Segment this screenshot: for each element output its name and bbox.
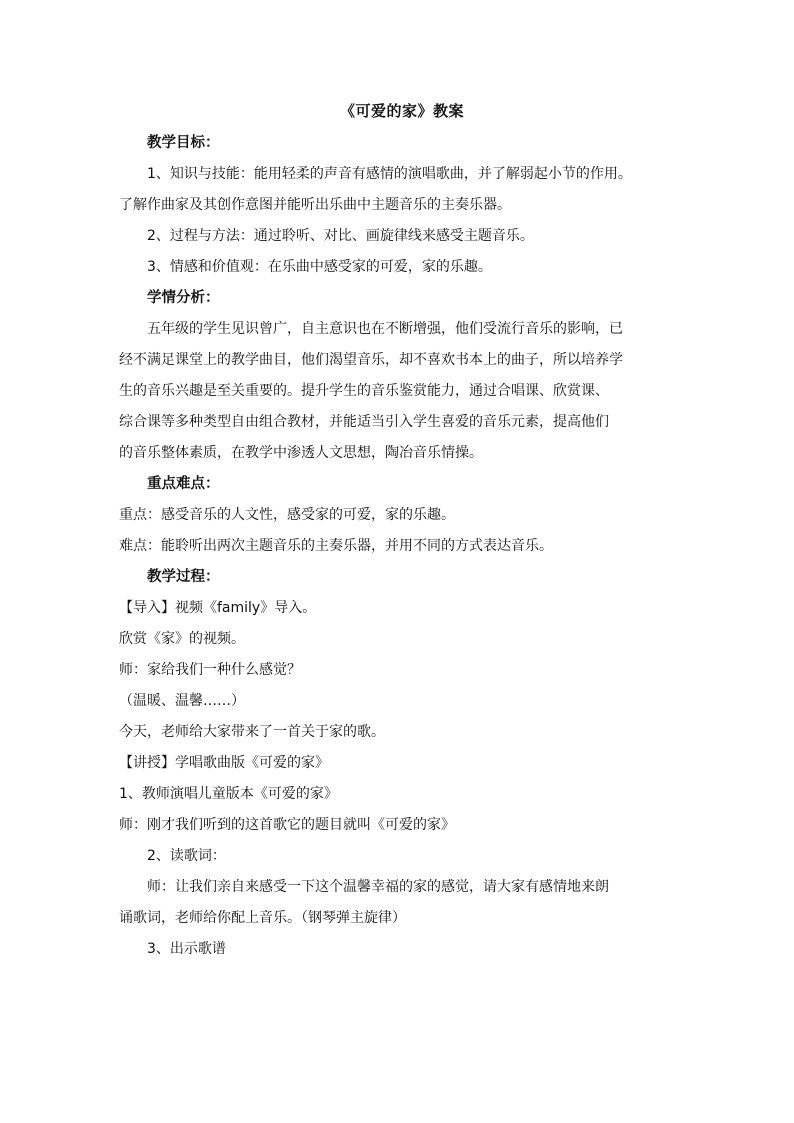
section-heading: 教学过程： bbox=[147, 569, 220, 585]
text-line: 重点：感受音乐的人文性，感受家的可爱，家的乐趣。 bbox=[119, 507, 455, 523]
document-content bbox=[119, 96, 685, 965]
text-line: 综合课等多种类型自由组合教材，并能适当引入学生喜爱的音乐元素，提高他们 bbox=[119, 414, 609, 430]
text-line: 【讲授】学唱歌曲版《可爱的家》 bbox=[119, 755, 329, 771]
document-body bbox=[119, 128, 685, 965]
text-line: 3、情感和价值观：在乐曲中感受家的可爱，家的乐趣。 bbox=[147, 259, 492, 275]
text-line: 2、读歌词： bbox=[147, 848, 226, 864]
text-line: 师：家给我们一种什么感觉？ bbox=[119, 662, 301, 678]
section-heading: 重点难点： bbox=[147, 476, 220, 492]
text-line: 2、过程与方法：通过聆听、对比、画旋律线来感受主题音乐。 bbox=[147, 228, 534, 244]
text-line: 【导入】视频《family》导入。 bbox=[119, 600, 317, 616]
text-line: 的音乐整体素质，在教学中渗透人文思想，陶冶音乐情操。 bbox=[119, 445, 483, 461]
text-line: 1、知识与技能：能用轻柔的声音有感情的演唱歌曲，并了解弱起小节的作用。 bbox=[147, 166, 632, 182]
text-line: 师：让我们亲自来感受一下这个温馨幸福的家的感觉，请大家有感情地来朗 bbox=[147, 879, 609, 895]
section-heading: 教学目标： bbox=[147, 135, 220, 151]
text-line: 欣赏《家》的视频。 bbox=[119, 631, 245, 647]
document-title: 《可爱的家》教案 bbox=[339, 102, 464, 120]
text-line: 1、教师演唱儿童版本《可爱的家》 bbox=[119, 786, 338, 802]
text-line: 诵歌词，老师给你配上音乐。（钢琴弹主旋律） bbox=[119, 910, 406, 926]
text-line: （温暖、温馨……） bbox=[119, 693, 245, 709]
text-line: 难点：能聆听出两次主题音乐的主奏乐器，并用不同的方式表达音乐。 bbox=[119, 538, 553, 554]
text-line: 五年级的学生见识曾广，自主意识也在不断增强，他们受流行音乐的影响，已 bbox=[147, 321, 623, 337]
text-line: 师：刚才我们听到的这首歌它的题目就叫《可爱的家》 bbox=[119, 817, 455, 833]
section-heading: 学情分析： bbox=[147, 290, 220, 306]
text-line: 生的音乐兴趣是至关重要的。提升学生的音乐鉴赏能力，通过合唱课、欣赏课、 bbox=[119, 383, 609, 399]
text-line: 经不满足课堂上的教学曲目，他们渴望音乐，却不喜欢书本上的曲子，所以培养学 bbox=[119, 352, 623, 368]
text-line: 了解作曲家及其创作意图并能听出乐曲中主题音乐的主奏乐器。 bbox=[119, 197, 511, 213]
text-line: 3、出示歌谱 bbox=[147, 941, 226, 957]
text-line: 今天，老师给大家带来了一首关于家的歌。 bbox=[119, 724, 385, 740]
